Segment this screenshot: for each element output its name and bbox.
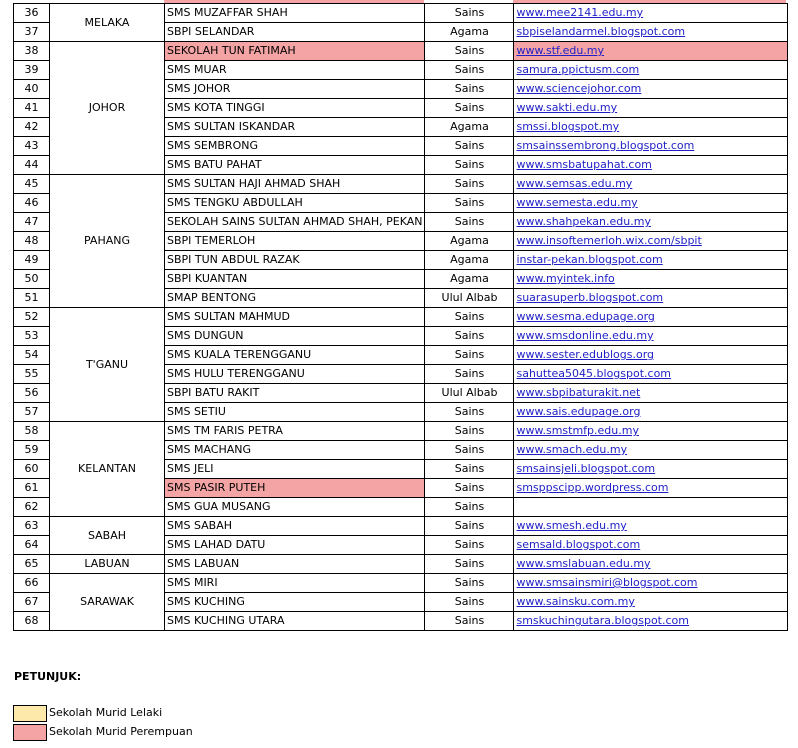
school-type: Sains xyxy=(425,194,514,213)
school-name: SMS BATU PAHAT xyxy=(165,156,425,175)
state-cell: KELANTAN xyxy=(50,422,165,517)
website-cell xyxy=(514,42,788,61)
school-type: Sains xyxy=(425,80,514,99)
website-cell xyxy=(514,422,788,441)
website-cell xyxy=(514,308,788,327)
website-link[interactable]: instar-pekan.blogspot.com xyxy=(516,253,663,266)
website-cell xyxy=(514,327,788,346)
row-number: 61 xyxy=(14,479,50,498)
row-number: 63 xyxy=(14,517,50,536)
school-type: Sains xyxy=(425,574,514,593)
website-link[interactable]: suarasuperb.blogspot.com xyxy=(516,291,664,304)
school-name: SMS KUCHING xyxy=(165,593,425,612)
school-type: Sains xyxy=(425,175,514,194)
school-name: SBPI TEMERLOH xyxy=(165,232,425,251)
website-link[interactable]: sahuttea5045.blogspot.com xyxy=(516,367,672,380)
website-cell xyxy=(514,232,788,251)
school-type: Agama xyxy=(425,118,514,137)
school-name: SBPI SELANDAR xyxy=(165,23,425,42)
website-link[interactable]: www.semsas.edu.my xyxy=(516,177,633,190)
state-cell: JOHOR xyxy=(50,42,165,175)
school-type: Sains xyxy=(425,61,514,80)
website-link[interactable]: www.mee2141.edu.my xyxy=(516,6,644,19)
row-number: 42 xyxy=(14,118,50,137)
website-cell xyxy=(514,194,788,213)
school-name: SMS HULU TERENGGANU xyxy=(165,365,425,384)
school-name: SBPI BATU RAKIT xyxy=(165,384,425,403)
website-link[interactable]: www.smsbatupahat.com xyxy=(516,158,652,171)
website-cell xyxy=(514,460,788,479)
row-number: 47 xyxy=(14,213,50,232)
school-type: Sains xyxy=(425,308,514,327)
school-table xyxy=(13,3,788,631)
state-cell: PAHANG xyxy=(50,175,165,308)
school-type: Sains xyxy=(425,4,514,23)
school-name: SMS KUALA TERENGGANU xyxy=(165,346,425,365)
state-cell: SABAH xyxy=(50,517,165,555)
school-type: Agama xyxy=(425,251,514,270)
website-link[interactable]: sbpiselandarmel.blogspot.com xyxy=(516,25,686,38)
row-number: 48 xyxy=(14,232,50,251)
school-type: Sains xyxy=(425,403,514,422)
website-link[interactable]: www.shahpekan.edu.my xyxy=(516,215,651,228)
website-link[interactable]: samura.ppictusm.com xyxy=(516,63,640,76)
website-link[interactable]: www.sakti.edu.my xyxy=(516,101,618,114)
website-cell xyxy=(514,612,788,631)
school-name: SMS MACHANG xyxy=(165,441,425,460)
website-cell xyxy=(514,479,788,498)
website-link[interactable]: smskuchingutara.blogspot.com xyxy=(516,614,689,627)
website-cell xyxy=(514,289,788,308)
school-name: SMS MUAR xyxy=(165,61,425,80)
school-type: Sains xyxy=(425,346,514,365)
website-link[interactable]: www.smsainsmiri@blogspot.com xyxy=(516,576,698,589)
website-link[interactable]: smsppscipp.wordpress.com xyxy=(516,481,669,494)
website-cell xyxy=(514,137,788,156)
school-type: Agama xyxy=(425,270,514,289)
row-number: 51 xyxy=(14,289,50,308)
website-link[interactable]: smssi.blogspot.my xyxy=(516,120,620,133)
row-number: 43 xyxy=(14,137,50,156)
website-cell xyxy=(514,4,788,23)
school-type: Sains xyxy=(425,612,514,631)
row-number: 54 xyxy=(14,346,50,365)
website-cell xyxy=(514,270,788,289)
website-link[interactable]: www.insoftemerloh.wix.com/sbpit xyxy=(516,234,702,247)
state-cell: LABUAN xyxy=(50,555,165,574)
legend-boys-swatch xyxy=(13,705,47,722)
school-name: SMS SABAH xyxy=(165,517,425,536)
website-cell xyxy=(514,536,788,555)
website-link[interactable]: www.sester.edublogs.org xyxy=(516,348,655,361)
website-cell xyxy=(514,574,788,593)
school-name: SMS TENGKU ABDULLAH xyxy=(165,194,425,213)
school-name: SBPI KUANTAN xyxy=(165,270,425,289)
website-cell xyxy=(514,80,788,99)
school-name: SMS MIRI xyxy=(165,574,425,593)
school-name: SMS JELI xyxy=(165,460,425,479)
row-number: 64 xyxy=(14,536,50,555)
school-name: SMS SEMBRONG xyxy=(165,137,425,156)
website-cell xyxy=(514,498,788,517)
website-link[interactable]: www.sbpibaturakit.net xyxy=(516,386,641,399)
school-type: Agama xyxy=(425,23,514,42)
school-type: Sains xyxy=(425,441,514,460)
website-link[interactable]: www.semesta.edu.my xyxy=(516,196,638,209)
row-number: 44 xyxy=(14,156,50,175)
website-link[interactable]: www.sais.edupage.org xyxy=(516,405,641,418)
website-cell xyxy=(514,403,788,422)
website-link[interactable]: www.smach.edu.my xyxy=(516,443,628,456)
website-cell xyxy=(514,251,788,270)
row-number: 65 xyxy=(14,555,50,574)
legend-boys-label: Sekolah Murid Lelaki xyxy=(49,706,163,719)
website-link[interactable]: www.sainsku.com.my xyxy=(516,595,635,608)
school-name: SBPI TUN ABDUL RAZAK xyxy=(165,251,425,270)
website-cell xyxy=(514,365,788,384)
school-type: Sains xyxy=(425,99,514,118)
website-cell xyxy=(514,99,788,118)
school-name: SMS PASIR PUTEH xyxy=(165,479,425,498)
table-row xyxy=(14,175,788,194)
website-cell xyxy=(514,156,788,175)
school-type: Sains xyxy=(425,137,514,156)
row-number: 36 xyxy=(14,4,50,23)
row-number: 59 xyxy=(14,441,50,460)
row-number: 52 xyxy=(14,308,50,327)
school-name: SMS TM FARIS PETRA xyxy=(165,422,425,441)
row-number: 68 xyxy=(14,612,50,631)
row-number: 49 xyxy=(14,251,50,270)
school-type: Sains xyxy=(425,479,514,498)
school-type: Sains xyxy=(425,460,514,479)
state-cell: MELAKA xyxy=(50,4,165,42)
row-number: 56 xyxy=(14,384,50,403)
table-row xyxy=(14,308,788,327)
row-number: 46 xyxy=(14,194,50,213)
website-link[interactable]: www.sciencejohor.com xyxy=(516,82,642,95)
table-row xyxy=(14,422,788,441)
school-name: SMS KUCHING UTARA xyxy=(165,612,425,631)
school-name: SMS JOHOR xyxy=(165,80,425,99)
table-row xyxy=(14,574,788,593)
school-type: Agama xyxy=(425,232,514,251)
school-name: SMS DUNGUN xyxy=(165,327,425,346)
school-type: Sains xyxy=(425,213,514,232)
website-link[interactable]: www.myintek.info xyxy=(516,272,615,285)
school-name: SEKOLAH SAINS SULTAN AHMAD SHAH, PEKAN xyxy=(165,213,425,232)
website-cell xyxy=(514,346,788,365)
row-number: 58 xyxy=(14,422,50,441)
website-cell xyxy=(514,593,788,612)
table-row xyxy=(14,517,788,536)
school-type: Sains xyxy=(425,593,514,612)
row-number: 66 xyxy=(14,574,50,593)
website-link[interactable]: www.sesma.edupage.org xyxy=(516,310,655,323)
row-number: 41 xyxy=(14,99,50,118)
row-number: 53 xyxy=(14,327,50,346)
school-type: Sains xyxy=(425,517,514,536)
website-cell xyxy=(514,213,788,232)
school-type: Ulul Albab xyxy=(425,289,514,308)
website-link[interactable]: www.smesh.edu.my xyxy=(516,519,627,532)
row-number: 57 xyxy=(14,403,50,422)
row-number: 40 xyxy=(14,80,50,99)
school-name: SMS SETIU xyxy=(165,403,425,422)
website-cell xyxy=(514,61,788,80)
website-cell xyxy=(514,517,788,536)
school-name: SMS SULTAN ISKANDAR xyxy=(165,118,425,137)
school-type: Sains xyxy=(425,42,514,61)
website-cell xyxy=(514,384,788,403)
school-name: SMS SULTAN MAHMUD xyxy=(165,308,425,327)
website-link[interactable]: www.smslabuan.edu.my xyxy=(516,557,651,570)
school-name: SMS LABUAN xyxy=(165,555,425,574)
row-number: 39 xyxy=(14,61,50,80)
school-type: Sains xyxy=(425,536,514,555)
website-link[interactable]: www.smsdonline.edu.my xyxy=(516,329,654,342)
website-link[interactable]: semsald.blogspot.com xyxy=(516,538,641,551)
state-cell: SARAWAK xyxy=(50,574,165,631)
school-type: Sains xyxy=(425,422,514,441)
school-type: Sains xyxy=(425,365,514,384)
school-type: Sains xyxy=(425,327,514,346)
school-name: SMS MUZAFFAR SHAH xyxy=(165,4,425,23)
school-name: SMAP BENTONG xyxy=(165,289,425,308)
legend-girls-swatch xyxy=(13,724,47,741)
row-number: 67 xyxy=(14,593,50,612)
legend-girls-label: Sekolah Murid Perempuan xyxy=(49,725,193,738)
row-number: 62 xyxy=(14,498,50,517)
school-type: Sains xyxy=(425,555,514,574)
table-row xyxy=(14,4,788,23)
row-number: 45 xyxy=(14,175,50,194)
row-number: 55 xyxy=(14,365,50,384)
school-name: SMS GUA MUSANG xyxy=(165,498,425,517)
website-link[interactable]: smsainsjeli.blogspot.com xyxy=(516,462,656,475)
website-cell xyxy=(514,118,788,137)
website-cell xyxy=(514,555,788,574)
website-link[interactable]: smsainssembrong.blogspot.com xyxy=(516,139,695,152)
school-name: SEKOLAH TUN FATIMAH xyxy=(165,42,425,61)
row-number: 60 xyxy=(14,460,50,479)
website-cell xyxy=(514,175,788,194)
website-cell xyxy=(514,441,788,460)
legend-title: PETUNJUK: xyxy=(14,670,82,683)
school-type: Ulul Albab xyxy=(425,384,514,403)
website-link[interactable]: www.smstmfp.edu.my xyxy=(516,424,639,437)
row-number: 50 xyxy=(14,270,50,289)
school-type: Sains xyxy=(425,156,514,175)
state-cell: T'GANU xyxy=(50,308,165,422)
school-name: SMS KOTA TINGGI xyxy=(165,99,425,118)
row-number: 38 xyxy=(14,42,50,61)
website-cell xyxy=(514,23,788,42)
table-row xyxy=(14,42,788,61)
school-name: SMS SULTAN HAJI AHMAD SHAH xyxy=(165,175,425,194)
table-row xyxy=(14,555,788,574)
table-body xyxy=(14,4,788,631)
website-link[interactable]: www.stf.edu.my xyxy=(516,44,605,57)
row-number: 37 xyxy=(14,23,50,42)
school-name: SMS LAHAD DATU xyxy=(165,536,425,555)
school-type: Sains xyxy=(425,498,514,517)
